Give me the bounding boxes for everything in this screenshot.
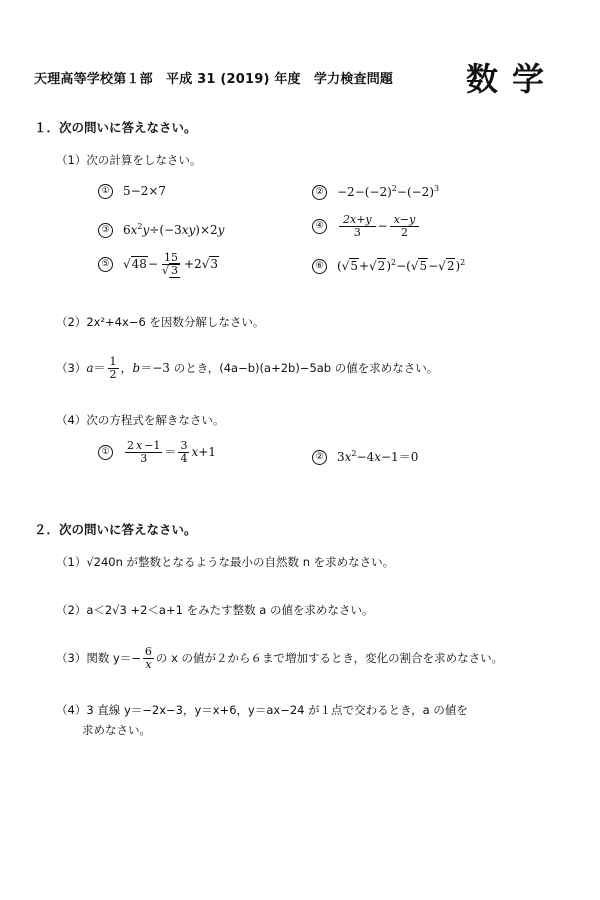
s1-q1-text: （1）次の計算をしなさい。 bbox=[56, 153, 202, 167]
s2-q3-text: （3）関数 y＝− $\frac{6}{x}$ の x の値が２から６まで増加するとき，変化の割合を求めなさい。 bbox=[56, 645, 504, 672]
s2-q2-text: （2）a＜2√3 +2＜a+1 をみたす整数 a の値を求めなさい。 bbox=[56, 603, 374, 617]
exam-title: 天理高等学校第１部 平成 31 (2019) 年度 学力検査問題 bbox=[34, 72, 394, 87]
s1-q1-item6: ⑥ $(√5+√2)^2-(√5-√2)^2$ bbox=[312, 258, 465, 274]
s1-q1-item4: ④ $\frac{2x+y}{3}$ − $\frac{x-y}{2}$ bbox=[312, 214, 421, 239]
s2-q4-text-line2: 求めなさい。 bbox=[82, 723, 151, 737]
section-2-heading: ２．次の問いに答えなさい。 bbox=[34, 522, 197, 537]
s1-q1-item3: ③ $6x^2y\div(-3xy)\times 2y$ bbox=[98, 222, 224, 238]
s2-q4-text-line1: （4）3 直線 y＝−2x−3，y＝x+6，y＝ax−24 が１点で交わるとき，a の値を bbox=[56, 703, 468, 717]
s1-q1-item5: ⑤ √48− $\frac{15}{√ 3}$ +2√3 bbox=[98, 252, 219, 277]
s1-q4-item1: ① $\frac{2 x -1}{3}$ ＝ $\frac{3}{4}$ x+1 bbox=[98, 440, 216, 465]
section-1-heading: １．次の問いに答えなさい。 bbox=[34, 120, 197, 135]
s1-q2-text: （2）2x²+4x−6 を因数分解しなさい。 bbox=[56, 315, 265, 329]
s1-q4-item2: ② $3x^2-4x-1=0$ bbox=[312, 448, 418, 465]
s1-q3-text: （3）a＝ $\frac{1}{2}$ ，b＝−3 のとき，(4a−b)(a+2b)−5ab の値を求めなさい。 bbox=[56, 355, 439, 382]
s1-q1-item1: ① 5−2×7 bbox=[98, 184, 166, 199]
s1-q4-text: （4）次の方程式を解きなさい。 bbox=[56, 413, 225, 427]
s2-q1-text: （1）√240n が整数となるような最小の自然数 n を求めなさい。 bbox=[56, 555, 395, 569]
subject-title: 数学 bbox=[466, 60, 559, 98]
s1-q1-item2: ② $-2-(-2)^2-(-2)^3$ bbox=[312, 184, 439, 200]
